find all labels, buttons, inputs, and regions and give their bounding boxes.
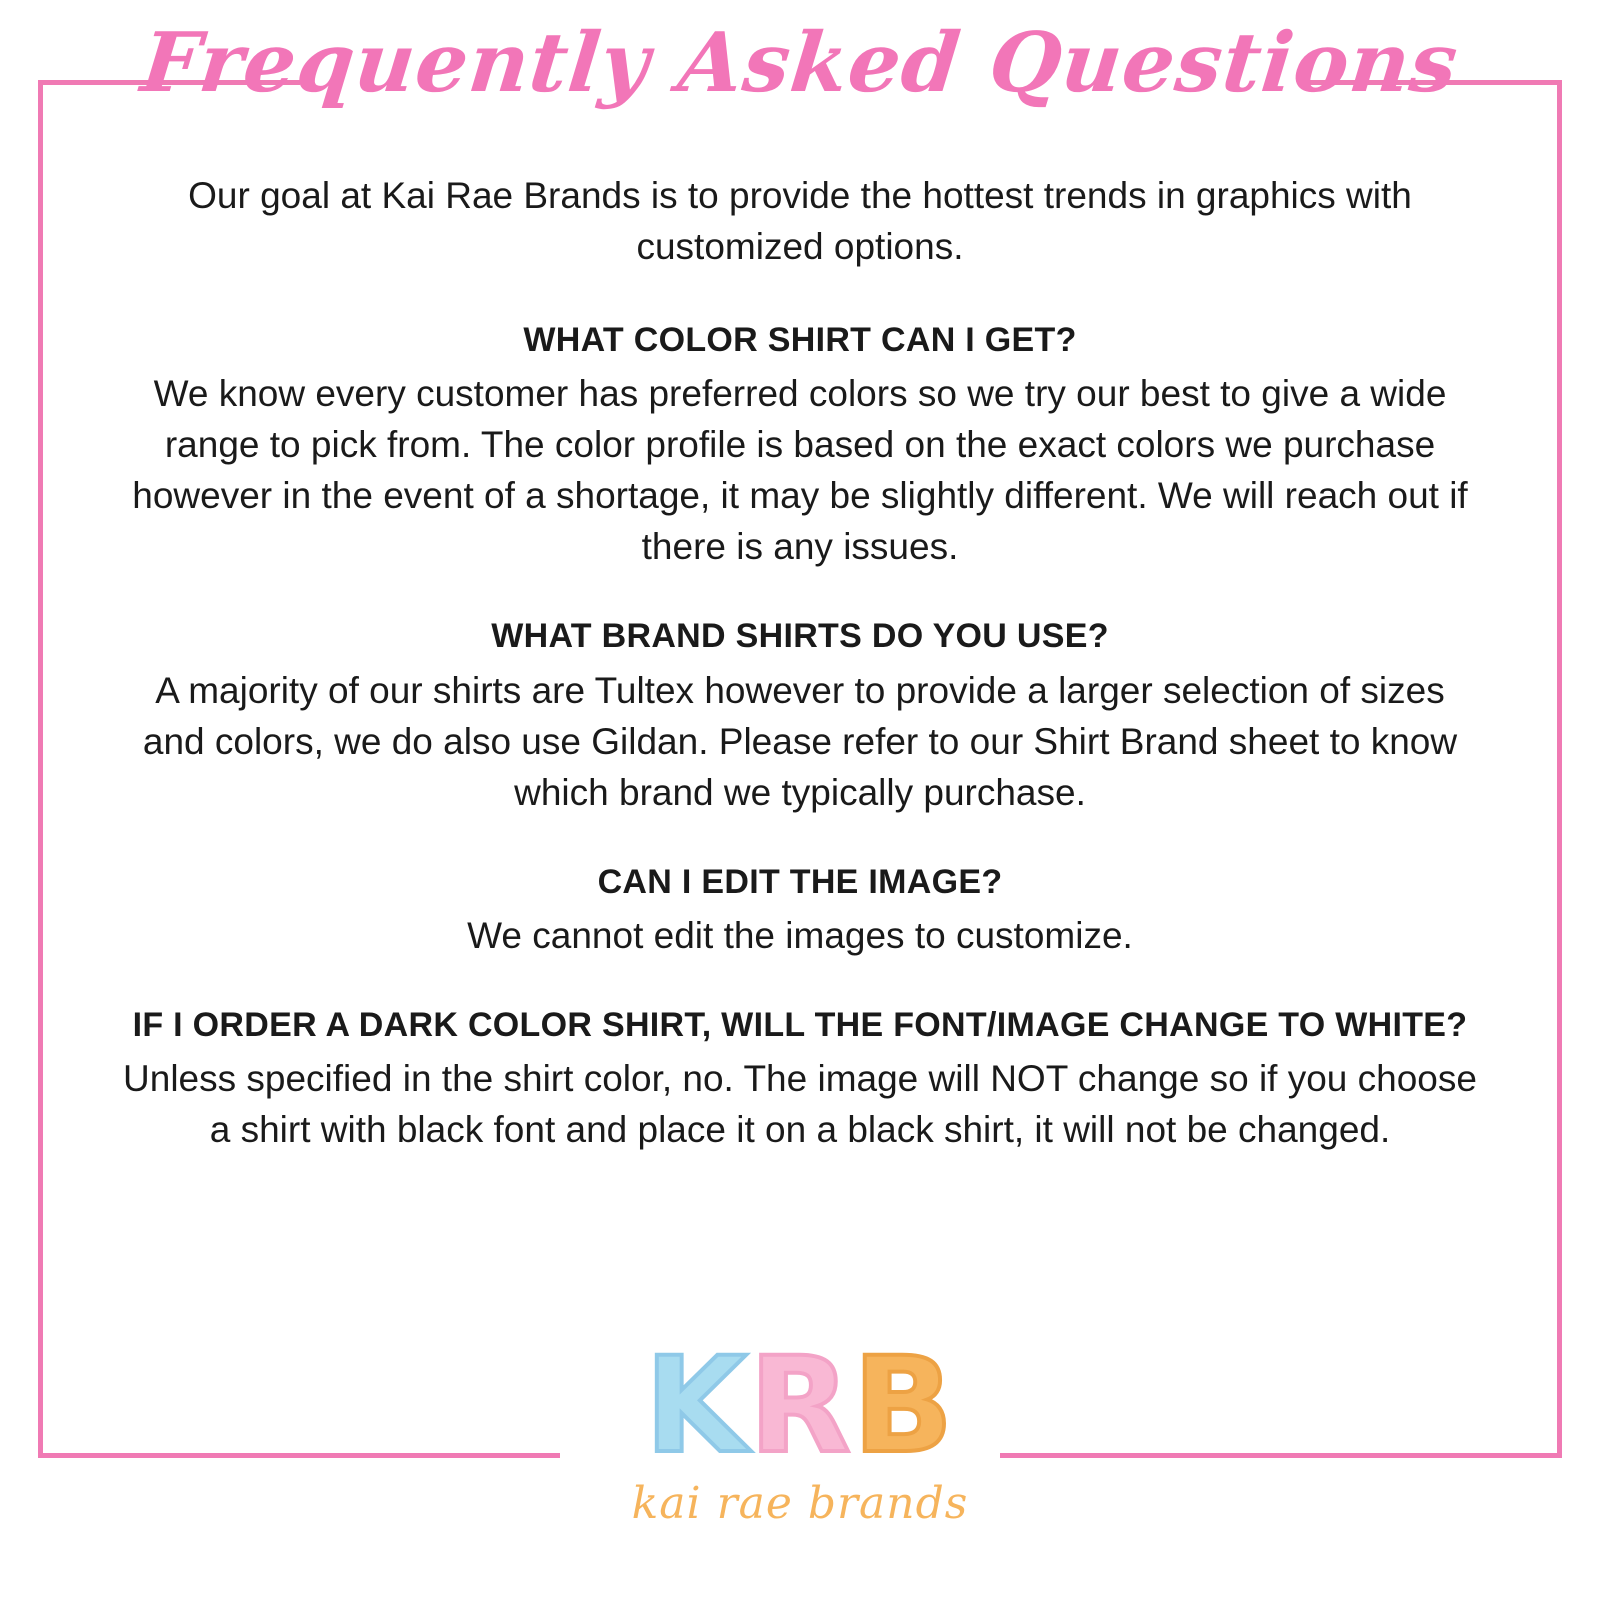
brand-logo xyxy=(0,1329,1600,1529)
faq-answer-2: A majority of our shirts are Tultex however to provide a larger selection of sizes and colors, we do also use Gildan. Please refer to our Shirt Brand sheet to know which brand we typically purchase. xyxy=(142,669,1458,813)
faq-item-3 xyxy=(110,860,1490,961)
faq-question-1: WHAT COLOR SHIRT CAN I GET? xyxy=(523,321,1077,360)
logo-tagline: kai rae brands xyxy=(631,1478,969,1529)
faq-item-1 xyxy=(110,318,1490,572)
faq-item-2 xyxy=(110,614,1490,817)
faq-answer-3: We cannot edit the images to customize. xyxy=(467,914,1133,956)
faq-question-4: IF I ORDER A DARK COLOR SHIRT, WILL THE FONT/IMAGE CHANGE TO WHITE? xyxy=(132,1006,1468,1045)
logo-letter-b: B xyxy=(852,1329,956,1483)
faq-item-4 xyxy=(110,1003,1490,1155)
logo-letter-r: R xyxy=(749,1329,853,1483)
faq-answer-4: Unless specified in the shirt color, no. The image will NOT change so if you choose a shirt with black font and place it on a black shirt, it will not be changed. xyxy=(123,1058,1477,1151)
page-title: Frequently Asked Questions xyxy=(137,15,1463,111)
faq-answer-1: We know every customer has preferred colors so we try our best to give a wide range to pick from. The color profile is based on the exact colors we purchase however in the event of a shortage, it may be slightly different. We will reach out if there is any issues. xyxy=(132,373,1468,568)
faq-question-3: CAN I EDIT THE IMAGE? xyxy=(597,862,1003,901)
logo-letters xyxy=(644,1329,956,1483)
faq-question-2: WHAT BRAND SHIRTS DO YOU USE? xyxy=(491,617,1109,656)
logo-letter-k: K xyxy=(644,1329,749,1483)
intro-paragraph: Our goal at Kai Rae Brands is to provide the hottest trends in graphics with customized options. xyxy=(188,175,1412,268)
faq-content xyxy=(110,170,1490,1197)
page-title-wrapper xyxy=(0,15,1600,111)
